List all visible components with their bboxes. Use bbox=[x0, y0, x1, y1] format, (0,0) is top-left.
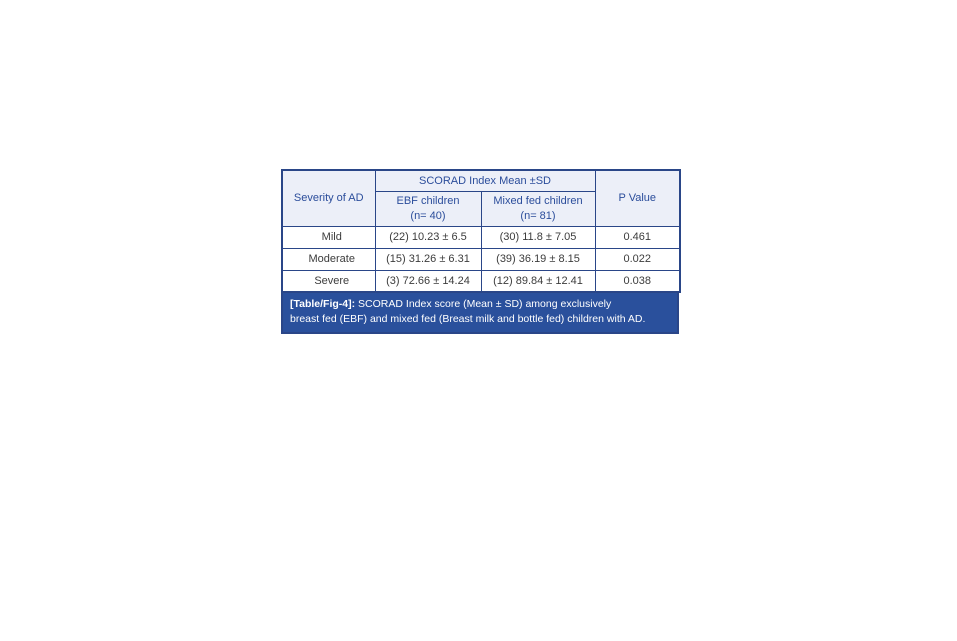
figure-caption bbox=[281, 293, 679, 334]
header-severity: Severity of AD bbox=[282, 170, 375, 226]
header-mixed-line1: Mixed fed children bbox=[493, 195, 583, 208]
cell-p-value: 0.461 bbox=[595, 226, 680, 248]
header-scorad-group: SCORAD Index Mean ±SD bbox=[375, 170, 595, 191]
header-row-group bbox=[282, 170, 680, 191]
cell-mixed-value: (12) 89.84 ± 12.41 bbox=[481, 270, 595, 292]
header-ebf-children bbox=[375, 191, 481, 226]
caption-text-line1: SCORAD Index score (Mean ± SD) among exclusively bbox=[355, 298, 612, 310]
table-row-mild bbox=[282, 226, 680, 248]
header-mixed-line2: (n= 81) bbox=[520, 209, 556, 222]
cell-p-value: 0.038 bbox=[595, 270, 680, 292]
caption-label: [Table/Fig-4]: bbox=[290, 298, 356, 310]
caption-line-2: breast fed (EBF) and mixed fed (Breast milk and bottle fed) children with AD. bbox=[290, 313, 646, 326]
cell-severity: Moderate bbox=[282, 248, 375, 270]
header-ebf-line2: (n= 40) bbox=[410, 209, 446, 222]
cell-p-value: 0.022 bbox=[595, 248, 680, 270]
table-row-severe bbox=[282, 270, 680, 292]
caption-line-1 bbox=[290, 297, 670, 312]
cell-severity: Mild bbox=[282, 226, 375, 248]
cell-ebf-value: (3) 72.66 ± 14.24 bbox=[375, 270, 481, 292]
header-mixed-children bbox=[481, 191, 595, 226]
table-figure bbox=[281, 169, 679, 334]
cell-mixed-value: (30) 11.8 ± 7.05 bbox=[481, 226, 595, 248]
cell-ebf-value: (22) 10.23 ± 6.5 bbox=[375, 226, 481, 248]
header-ebf-line1: EBF children bbox=[396, 195, 460, 208]
scorad-table bbox=[281, 169, 681, 293]
header-pvalue: P Value bbox=[595, 170, 680, 226]
cell-mixed-value: (39) 36.19 ± 8.15 bbox=[481, 248, 595, 270]
table-row-moderate bbox=[282, 248, 680, 270]
cell-ebf-value: (15) 31.26 ± 6.31 bbox=[375, 248, 481, 270]
cell-severity: Severe bbox=[282, 270, 375, 292]
